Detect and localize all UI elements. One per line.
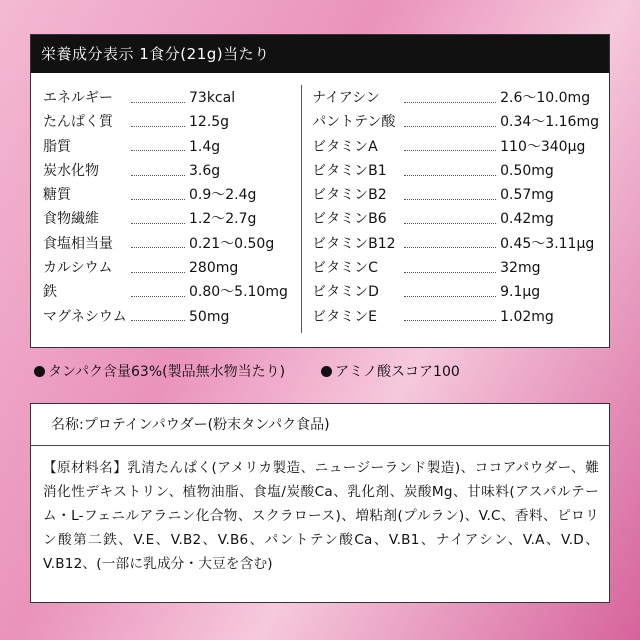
nutrient-name: 炭水化物: [43, 162, 99, 179]
nutrient-row: [43, 111, 290, 135]
nutrient-value: 110〜340μg: [500, 138, 586, 155]
ingredients-panel: [30, 403, 610, 603]
dot-leader: [131, 296, 185, 297]
nutrient-name: ビタミンC: [312, 260, 378, 277]
dot-leader: [404, 199, 496, 200]
product-claims: [34, 360, 614, 382]
nutrient-row: [312, 306, 599, 330]
nutrient-value: 1.4g: [189, 138, 221, 155]
dot-leader: [131, 126, 185, 127]
nutrient-column-right: [300, 73, 609, 349]
nutrient-name: ビタミンB6: [312, 211, 387, 228]
nutrient-name: 食塩相当量: [43, 235, 113, 252]
nutrient-row: [312, 160, 599, 184]
nutrient-value: 0.42mg: [500, 211, 554, 228]
nutrient-value: 1.02mg: [500, 308, 554, 325]
nutrient-row: [43, 257, 290, 281]
nutrient-columns: [31, 73, 609, 349]
dot-leader: [404, 247, 496, 248]
ingredients-list: 【原材料名】乳清たんぱく(アメリカ製造、ニュージーランド製造)、ココアパウダー、難消化性デキストリン、植物油脂、食塩/炭酸Ca、乳化剤、炭酸Mg、甘味料(アスパルテーム・L-フェニルアラニン化合物、スクラロース)、増粘剤(プルラン)、V.C、香料、ピロリン酸第二鉄、V.E、V.B2、V.B6、パントテン酸Ca、V.B1、ナイアシン、V.A、V.D、V.B12、(一部に乳成分・大豆を含む): [43, 460, 599, 572]
nutrition-facts-panel: [30, 34, 610, 348]
nutrient-name: 食物繊維: [43, 211, 99, 228]
nutrient-value: 2.6〜10.0mg: [500, 90, 591, 106]
dot-leader: [404, 102, 496, 103]
dot-leader: [131, 150, 185, 151]
nutrient-name: エネルギー: [43, 90, 113, 106]
nutrient-row: [43, 306, 290, 330]
column-divider: [301, 85, 302, 333]
nutrient-name: ナイアシン: [312, 90, 380, 106]
nutrition-facts-title: 栄養成分表示 1食分(21g)当たり: [31, 35, 609, 73]
dot-leader: [131, 320, 185, 321]
nutrient-row: [43, 160, 290, 184]
nutrient-row: [312, 87, 599, 111]
nutrient-name: マグネシウム: [43, 308, 127, 325]
dot-leader: [404, 296, 496, 297]
nutrient-name: ビタミンB2: [312, 187, 387, 204]
nutrient-value: 280mg: [189, 260, 239, 277]
nutrient-value: 12.5g: [189, 114, 230, 131]
nutrient-row: [312, 111, 599, 135]
dot-leader: [404, 150, 496, 151]
nutrient-value: 1.2〜2.7g: [189, 211, 257, 228]
nutrient-value: 0.57mg: [500, 187, 554, 204]
nutrient-value: 0.45〜3.11μg: [500, 235, 595, 252]
nutrient-value: 0.34〜1.16mg: [500, 114, 599, 131]
nutrient-row: [43, 233, 290, 257]
nutrient-column-left: [31, 73, 300, 349]
nutrient-row: [43, 184, 290, 208]
nutrient-name: 鉄: [43, 284, 57, 301]
dot-leader: [131, 272, 185, 273]
nutrient-name: 脂質: [43, 138, 71, 155]
nutrient-row: [43, 281, 290, 305]
nutrient-row: [312, 208, 599, 232]
nutrient-row: [312, 257, 599, 281]
dot-leader: [404, 272, 496, 273]
dot-leader: [404, 223, 496, 224]
nutrient-name: 糖質: [43, 187, 71, 204]
nutrient-name: パントテン酸: [312, 114, 396, 131]
nutrient-value: 0.9〜2.4g: [189, 187, 257, 204]
nutrient-name: ビタミンA: [312, 138, 378, 155]
nutrient-name: ビタミンE: [312, 308, 377, 325]
bullet-icon: [34, 366, 45, 377]
nutrient-name: カルシウム: [43, 260, 113, 277]
dot-leader: [131, 175, 185, 176]
nutrient-row: [312, 233, 599, 257]
nutrient-name: たんぱく質: [43, 114, 113, 131]
nutrient-value: 9.1μg: [500, 284, 541, 301]
nutrient-row: [43, 208, 290, 232]
nutrient-value: 0.50mg: [500, 162, 554, 179]
dot-leader: [131, 102, 185, 103]
nutrient-value: 3.6g: [189, 162, 221, 179]
claim-amino-score: [321, 360, 460, 382]
nutrient-row: [312, 136, 599, 160]
nutrient-value: 0.80〜5.10mg: [189, 284, 288, 301]
bullet-icon: [321, 366, 332, 377]
dot-leader: [131, 199, 185, 200]
nutrient-value: 0.21〜0.50g: [189, 235, 275, 252]
nutrient-value: 50mg: [189, 308, 230, 325]
product-name: 名称:プロテインパウダー(粉末タンパク食品): [31, 404, 609, 446]
nutrient-row: [312, 281, 599, 305]
nutrient-value: 32mg: [500, 260, 541, 277]
claim-text: アミノ酸スコア100: [335, 364, 460, 380]
nutrient-name: ビタミンD: [312, 284, 379, 301]
nutrient-row: [43, 87, 290, 111]
nutrient-value: 73kcal: [189, 90, 236, 106]
dot-leader: [404, 126, 496, 127]
nutrient-name: ビタミンB1: [312, 162, 387, 179]
claim-protein-content: [34, 360, 285, 382]
dot-leader: [131, 247, 185, 248]
nutrient-name: ビタミンB12: [312, 235, 396, 252]
nutrient-row: [43, 136, 290, 160]
nutrient-row: [312, 184, 599, 208]
claim-text: タンパク含量63%(製品無水物当たり): [48, 364, 286, 380]
dot-leader: [404, 175, 496, 176]
dot-leader: [131, 223, 185, 224]
dot-leader: [404, 320, 496, 321]
